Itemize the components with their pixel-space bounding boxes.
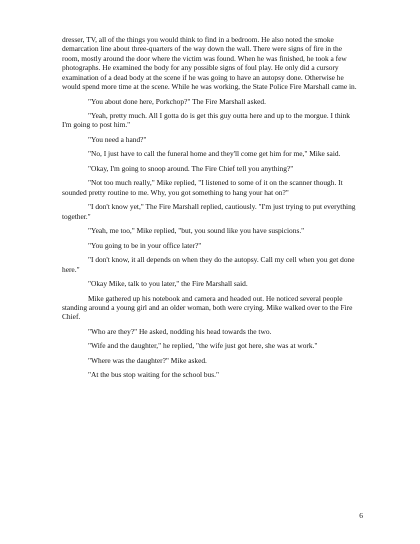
paragraph: "Who are they?" He asked, nodding his head towards the two.: [88, 326, 272, 336]
page-number: 6: [359, 511, 363, 520]
paragraph: dresser, TV, all of the things you would think to find in a bedroom. He also noted the smoke demarcation line about three-quarters of the way down the wall. There were signs of fire in the room, mostly around the door where the victim was found. When he was finished, he took a few photographs. He examined the body for any possible signs of foul play. He only did a cursory examination of a dead body at the scene if he was going to have an autopsy done. Otherwise he would spend more time at the scene. While he was working, the State Police Fire Marshall came in.: [62, 35, 357, 92]
paragraph: Mike gathered up his notebook and camera and headed out. He noticed several people standing around a young girl and an older woman, both were crying. Mike walked over to the Fire Chief.: [62, 293, 353, 322]
paragraph: "No, I just have to call the funeral home and they'll come get him for me," Mike said.: [88, 149, 341, 159]
paragraph: "I don't know yet," The Fire Marshall replied, cautiously. "I'm just trying to put everything together.": [62, 202, 356, 221]
paragraph: "I don't know, it all depends on when they do the autopsy. Call my cell when you get done here.": [62, 255, 355, 274]
paragraph: "Wife and the daughter," he replied, "the wife just got here, she was at work.": [88, 341, 318, 351]
paragraph: "Where was the daughter?" Mike asked.: [88, 355, 207, 365]
paragraph: "You need a hand?": [88, 134, 147, 144]
paragraph: "You going to be in your office later?": [88, 240, 202, 250]
paragraph: "At the bus stop waiting for the school bus.": [88, 370, 220, 380]
paragraph: "Yeah, pretty much. All I gotta do is get this guy outta here and up to the morgue. I think I'm going to post him.": [62, 111, 350, 130]
page-body: [62, 35, 360, 385]
paragraph: "You about done here, Porkchop?" The Fire Marshall asked.: [88, 96, 266, 106]
paragraph: "Yeah, me too," Mike replied, "but, you sound like you have suspicions.": [88, 226, 305, 236]
paragraph: "Okay, I'm going to snoop around. The Fire Chief tell you anything?": [88, 163, 294, 173]
paragraph: "Okay Mike, talk to you later," the Fire Marshall said.: [88, 279, 248, 289]
paragraph: "Not too much really," Mike replied, "I listened to some of it on the scanner though. It sounded pretty routine to me. Why, you got something to hang your hat on?": [62, 178, 343, 197]
